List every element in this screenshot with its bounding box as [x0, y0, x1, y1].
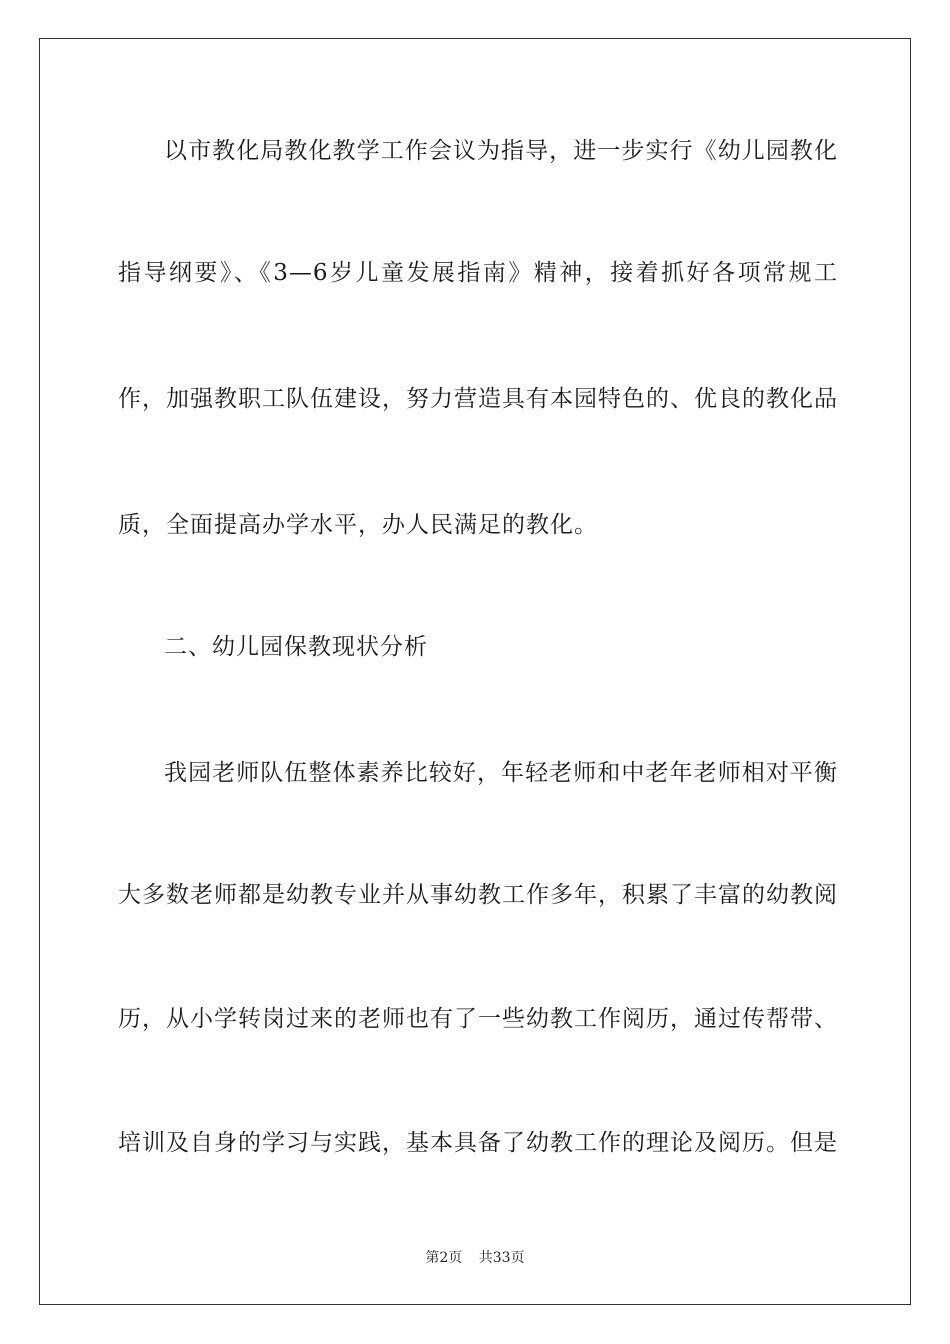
paragraph-2-line-4: 培训及自身的学习与实践，基本具备了幼教工作的理论及阅历。但是	[118, 1130, 838, 1156]
page-border	[39, 38, 911, 1305]
paragraph-2-line-1: 我园老师队伍整体素养比较好，年轻老师和中老年老师相对平衡	[164, 760, 838, 786]
paragraph-1-line-4: 质，全面提高办学水平，办人民满足的教化。	[118, 512, 598, 538]
paragraph-1-line-1: 以市教化局教化教学工作会议为指导，进一步实行《幼儿园教化	[164, 138, 838, 164]
paragraph-1-line-2: 指导纲要》、《3—6岁儿童发展指南》精神，接着抓好各项常规工	[118, 260, 838, 286]
paragraph-2-line-2: 大多数老师都是幼教专业并从事幼教工作多年，积累了丰富的幼教阅	[118, 882, 838, 908]
page-number: 第2页	[425, 1250, 463, 1266]
paragraph-1-line-3: 作，加强教职工队伍建设，努力营造具有本园特色的、优良的教化品	[118, 386, 838, 412]
section-heading: 二、幼儿园保教现状分析	[164, 634, 428, 660]
paragraph-2-line-3: 历，从小学转岗过来的老师也有了一些幼教工作阅历，通过传帮带、	[118, 1006, 838, 1032]
page-footer	[0, 1247, 950, 1267]
total-pages: 共33页	[478, 1250, 525, 1266]
